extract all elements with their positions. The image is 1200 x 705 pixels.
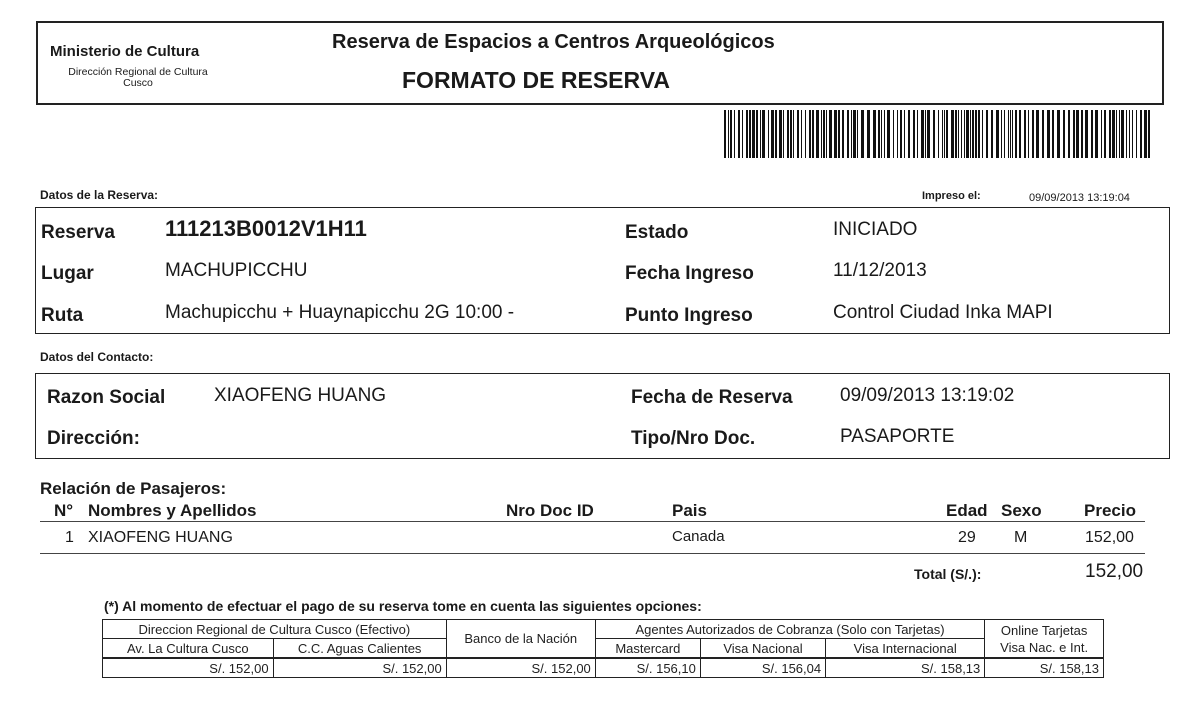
amount-banco: S/. 152,00 xyxy=(446,658,595,678)
barcode-bar xyxy=(783,110,784,158)
barcode-bar xyxy=(955,110,957,158)
regional-direction-line1: Dirección Regional de Cultura xyxy=(68,66,208,78)
tipo-doc-label: Tipo/Nro Doc. xyxy=(631,428,756,449)
pax-age: 29 xyxy=(958,529,976,546)
barcode-bar xyxy=(982,110,983,158)
razon-social-value: XIAOFENG HUANG xyxy=(214,385,387,406)
barcode-bar xyxy=(775,110,777,158)
fecha-reserva-label: Fecha de Reserva xyxy=(631,387,793,408)
col-header-country: Pais xyxy=(672,501,707,520)
visa-nacional-header: Visa Nacional xyxy=(700,639,825,659)
barcode-bar xyxy=(829,110,832,158)
amount-visa-internacional: S/. 158,13 xyxy=(826,658,985,678)
col-header-age: Edad xyxy=(946,501,988,520)
agents-group-header: Agentes Autorizados de Cobranza (Solo con Tarjetas) xyxy=(595,620,984,639)
punto-ingreso-label: Punto Ingreso xyxy=(625,305,753,326)
barcode-bar xyxy=(787,110,789,158)
barcode-bar xyxy=(1073,110,1075,158)
barcode-bar xyxy=(878,110,880,158)
barcode-bar xyxy=(961,110,962,158)
reservation-section-label: Datos de la Reserva: xyxy=(40,188,159,202)
online-header xyxy=(985,620,1104,659)
barcode-bar xyxy=(946,110,948,158)
cultura-header: Av. La Cultura Cusco xyxy=(103,639,274,659)
barcode-bar xyxy=(1148,110,1150,158)
barcode-bar xyxy=(838,110,840,158)
barcode-bar xyxy=(1132,110,1133,158)
col-header-sex: Sexo xyxy=(1001,501,1042,520)
barcode-bar xyxy=(812,110,814,158)
barcode-bar xyxy=(925,110,926,158)
barcode-bar xyxy=(942,110,943,158)
barcode-bar xyxy=(881,110,882,158)
barcode-bar xyxy=(821,110,822,158)
barcode xyxy=(724,110,1154,158)
visa-internacional-header: Visa Internacional xyxy=(826,639,985,659)
barcode-bar xyxy=(1121,110,1124,158)
barcode-bar xyxy=(728,110,729,158)
aguas-header: C.C. Aguas Calientes xyxy=(273,639,446,659)
amount-cultura: S/. 152,00 xyxy=(103,658,274,678)
barcode-bar xyxy=(756,110,758,158)
barcode-bar xyxy=(893,110,894,158)
barcode-bar xyxy=(1010,110,1011,158)
barcode-bar xyxy=(1036,110,1039,158)
tipo-doc-value: PASAPORTE xyxy=(840,426,955,447)
barcode-bar xyxy=(1112,110,1115,158)
passengers-title: Relación de Pasajeros: xyxy=(40,479,227,498)
document-subtitle: FORMATO DE RESERVA xyxy=(402,67,670,93)
barcode-bar xyxy=(975,110,977,158)
amount-mastercard: S/. 156,10 xyxy=(595,658,700,678)
barcode-bar xyxy=(816,110,819,158)
fecha-reserva-value: 09/09/2013 13:19:02 xyxy=(840,385,1015,406)
online-header-line1: Online Tarjetas xyxy=(1000,622,1088,638)
barcode-bar xyxy=(801,110,802,158)
barcode-bar xyxy=(834,110,837,158)
barcode-bar xyxy=(1042,110,1044,158)
barcode-bar xyxy=(978,110,980,158)
total-value: 152,00 xyxy=(1085,561,1144,582)
barcode-bar xyxy=(734,110,735,158)
barcode-bar xyxy=(1001,110,1002,158)
barcode-bar xyxy=(908,110,910,158)
cash-group-header: Direccion Regional de Cultura Cusco (Efectivo) xyxy=(103,620,447,639)
pax-num: 1 xyxy=(65,529,74,546)
barcode-bar xyxy=(964,110,965,158)
barcode-bar xyxy=(944,110,945,158)
barcode-bar xyxy=(752,110,755,158)
barcode-bar xyxy=(1140,110,1142,158)
barcode-bar xyxy=(1129,110,1130,158)
col-header-doc: Nro Doc ID xyxy=(506,501,594,520)
barcode-bar xyxy=(779,110,782,158)
barcode-bar xyxy=(991,110,993,158)
punto-ingreso-value: Control Ciudad Inka MAPI xyxy=(833,302,1053,323)
barcode-bar xyxy=(996,110,999,158)
barcode-bar xyxy=(904,110,905,158)
pax-country: Canada xyxy=(672,528,725,545)
barcode-bar xyxy=(1144,110,1147,158)
barcode-bar xyxy=(927,110,930,158)
barcode-bar xyxy=(1136,110,1137,158)
regional-direction xyxy=(52,67,224,89)
ministry-name: Ministerio de Cultura xyxy=(50,43,200,60)
barcode-bar xyxy=(951,110,954,158)
barcode-bar xyxy=(1028,110,1029,158)
amount-visa-nacional: S/. 156,04 xyxy=(700,658,825,678)
barcode-bar xyxy=(809,110,811,158)
barcode-bar xyxy=(1063,110,1065,158)
ruta-value: Machupicchu + Huaynapicchu 2G 10:00 - xyxy=(165,302,515,323)
pax-name: XIAOFENG HUANG xyxy=(88,529,233,546)
pax-sex: M xyxy=(1014,529,1028,546)
barcode-bar xyxy=(1052,110,1054,158)
barcode-bar xyxy=(760,110,761,158)
barcode-bar xyxy=(938,110,939,158)
payment-options-table xyxy=(102,619,1104,678)
barcode-bar xyxy=(1085,110,1088,158)
barcode-bar xyxy=(1101,110,1102,158)
barcode-bar xyxy=(1091,110,1093,158)
mastercard-header: Mastercard xyxy=(595,639,700,659)
reserva-label: Reserva xyxy=(41,222,115,243)
reserva-code: 111213B0012V1H11 xyxy=(165,216,367,241)
barcode-bar xyxy=(1057,110,1060,158)
barcode-bar xyxy=(730,110,732,158)
barcode-bar xyxy=(897,110,898,158)
amount-aguas: S/. 152,00 xyxy=(273,658,446,678)
estado-label: Estado xyxy=(625,222,689,243)
barcode-bar xyxy=(749,110,751,158)
barcode-bar xyxy=(823,110,825,158)
payment-note: (*) Al momento de efectuar el pago de su reserva tome en cuenta las siguientes opciones: xyxy=(104,598,702,614)
barcode-bar xyxy=(1076,110,1079,158)
amount-online: S/. 158,13 xyxy=(985,658,1104,678)
razon-social-label: Razon Social xyxy=(47,387,166,408)
barcode-bar xyxy=(847,110,849,158)
barcode-bar xyxy=(1047,110,1050,158)
barcode-bar xyxy=(861,110,864,158)
barcode-bar xyxy=(873,110,876,158)
barcode-bar xyxy=(826,110,827,158)
barcode-bar xyxy=(867,110,870,158)
barcode-bar xyxy=(1081,110,1083,158)
barcode-bar xyxy=(913,110,915,158)
barcode-bar xyxy=(1008,110,1009,158)
barcode-bar xyxy=(917,110,918,158)
barcode-bar xyxy=(986,110,988,158)
col-header-num: N° xyxy=(54,501,74,520)
barcode-bar xyxy=(921,110,924,158)
barcode-bar xyxy=(887,110,890,158)
barcode-bar xyxy=(958,110,959,158)
barcode-bar xyxy=(771,110,774,158)
fecha-ingreso-label: Fecha Ingreso xyxy=(625,263,754,284)
barcode-bar xyxy=(768,110,769,158)
barcode-bar xyxy=(972,110,974,158)
barcode-bar xyxy=(797,110,799,158)
barcode-bar xyxy=(1024,110,1026,158)
row-divider xyxy=(40,553,1145,554)
barcode-bar xyxy=(853,110,856,158)
barcode-bar xyxy=(884,110,885,158)
barcode-bar xyxy=(1012,110,1013,158)
barcode-bar xyxy=(805,110,806,158)
barcode-bar xyxy=(1104,110,1106,158)
barcode-bar xyxy=(1032,110,1034,158)
barcode-bar xyxy=(1126,110,1127,158)
barcode-bar xyxy=(742,110,743,158)
barcode-bar xyxy=(966,110,969,158)
barcode-bar xyxy=(1095,110,1098,158)
direccion-label: Dirección: xyxy=(47,428,140,449)
barcode-bar xyxy=(1019,110,1021,158)
ruta-label: Ruta xyxy=(41,305,84,326)
lugar-label: Lugar xyxy=(41,263,94,284)
barcode-bar xyxy=(1015,110,1017,158)
col-header-price: Precio xyxy=(1084,501,1136,520)
estado-value: INICIADO xyxy=(833,219,918,240)
printed-label: Impreso el: xyxy=(922,190,981,202)
barcode-bar xyxy=(724,110,726,158)
barcode-bar xyxy=(746,110,748,158)
contact-section-label: Datos del Contacto: xyxy=(40,350,154,364)
document-title: Reserva de Espacios a Centros Arqueológicos xyxy=(332,31,775,53)
printed-timestamp: 09/09/2013 13:19:04 xyxy=(1029,192,1130,204)
barcode-bar xyxy=(1116,110,1117,158)
barcode-bar xyxy=(1068,110,1070,158)
barcode-bar xyxy=(842,110,844,158)
barcode-bar xyxy=(970,110,971,158)
barcode-bar xyxy=(933,110,935,158)
regional-direction-line2: Cusco xyxy=(123,77,153,89)
barcode-bar xyxy=(1109,110,1111,158)
barcode-bar xyxy=(1119,110,1120,158)
barcode-bar xyxy=(738,110,740,158)
col-header-name: Nombres y Apellidos xyxy=(88,501,257,520)
banco-header: Banco de la Nación xyxy=(446,620,595,659)
fecha-ingreso-value: 11/12/2013 xyxy=(833,260,927,281)
barcode-bar xyxy=(900,110,902,158)
pax-price: 152,00 xyxy=(1085,529,1134,546)
online-header-line2: Visa Nac. e Int. xyxy=(1000,639,1089,655)
barcode-bar xyxy=(793,110,794,158)
barcode-bar xyxy=(790,110,792,158)
barcode-bar xyxy=(1004,110,1005,158)
barcode-bar xyxy=(857,110,858,158)
barcode-bar xyxy=(762,110,765,158)
total-label: Total (S/.): xyxy=(914,566,982,582)
lugar-value: MACHUPICCHU xyxy=(165,260,308,281)
barcode-bar xyxy=(851,110,852,158)
header-divider xyxy=(40,521,1145,522)
